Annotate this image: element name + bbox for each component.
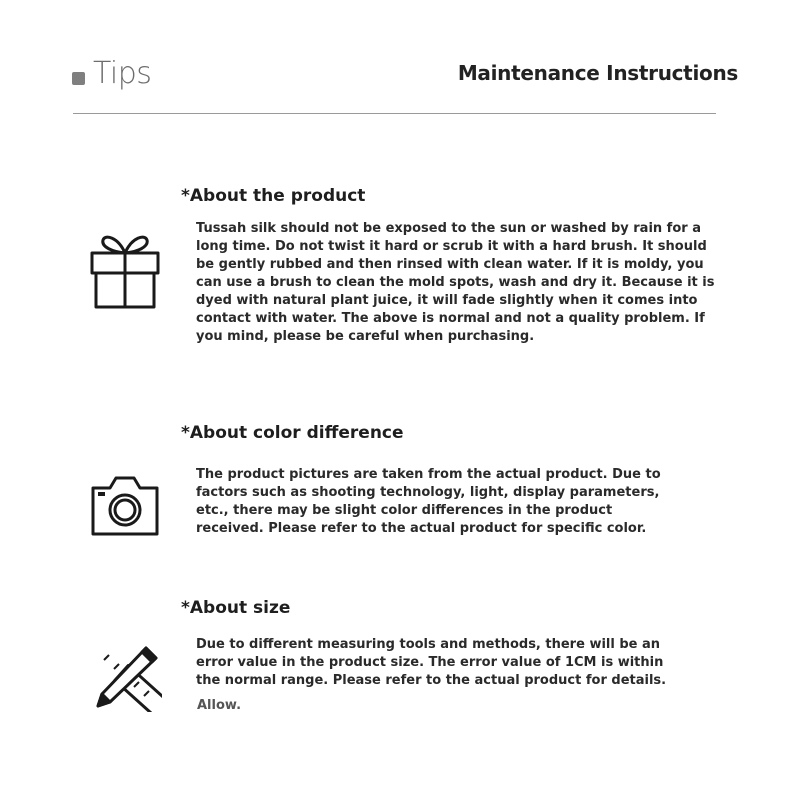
section-body-size: Due to different measuring tools and methods, there will be an error value in the product size. The error value of 1CM is within the normal range. Please refer to the actual product for details. xyxy=(196,637,667,688)
pencil-ruler-icon xyxy=(90,642,162,712)
page-title: Maintenance Instructions xyxy=(457,61,738,85)
section-title-product: *About the product xyxy=(181,186,366,206)
tips-heading: Tips xyxy=(93,56,152,91)
section-body-color: The product pictures are taken from the actual product. Due to factors such as shooting technology, light, display parameters, etc., there may be slight color differences in the product received. Please refer to the actual product for specific color. xyxy=(196,467,661,536)
section-body-product: Tussah silk should not be exposed to the sun or washed by rain for a long time. Do not twist it hard or scrub it with a hard brush. It should be gently rubbed and then rinsed with clean water. If it is moldy, you can use a brush to clean the mold spots, wash and dry it. Because it is dyed with natural plant juice, it will fade slightly when it comes into contact with water. The above is normal and not a quality problem. If you mind, please be careful when purchasing. xyxy=(196,221,715,344)
section-title-size: *About size xyxy=(181,598,291,618)
size-note: Allow. xyxy=(197,698,242,713)
camera-icon xyxy=(88,474,162,538)
section-title-color: *About color difference xyxy=(181,423,404,443)
header-divider xyxy=(73,113,716,114)
header-marker xyxy=(72,72,85,85)
gift-icon xyxy=(88,231,162,311)
